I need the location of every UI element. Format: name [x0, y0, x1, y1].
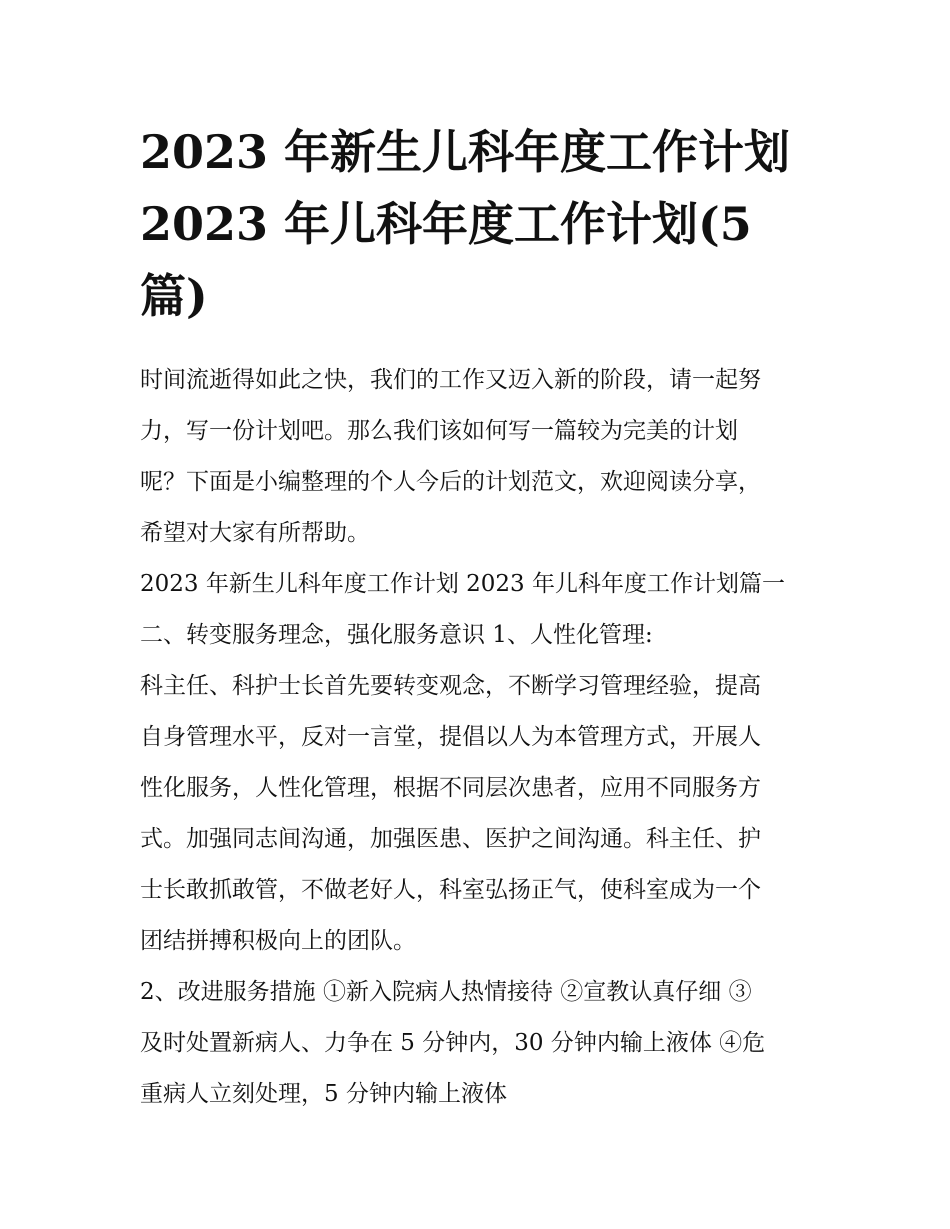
measure-line: 及时处置新病人、力争在 5 分钟内，30 分钟内输上液体 ④危 [140, 1030, 766, 1056]
title-line: 2023 年新生儿科年度工作计划 [140, 125, 791, 179]
document-body [140, 355, 830, 1120]
document-title [140, 116, 830, 332]
section-heading [140, 559, 830, 610]
intro-line: 希望对大家有所帮助。 [140, 520, 370, 546]
intro-line: 时间流逝得如此之快，我们的工作又迈入新的阶段，请一起努 [140, 367, 761, 393]
body-line: 性化服务，人性化管理，根据不同层次患者，应用不同服务方 [140, 775, 761, 801]
body-line: 士长敢抓敢管，不做老好人，科室弘扬正气，使科室成为一个 [140, 877, 761, 903]
measures-paragraph [140, 967, 830, 1120]
body-line: 式。加强同志间沟通，加强医患、医护之间沟通。科主任、护 [140, 826, 761, 852]
title-line: 篇) [140, 269, 208, 323]
subheading-text: 二、转变服务理念，强化服务意识 1、人性化管理: [140, 622, 653, 648]
intro-line: 力，写一份计划吧。那么我们该如何写一篇较为完美的计划 [140, 418, 738, 444]
measure-line: 重病人立刻处理，5 分钟内输上液体 [140, 1081, 507, 1107]
section-heading-text: 2023 年新生儿科年度工作计划 2023 年儿科年度工作计划篇一 [140, 571, 785, 597]
measure-line: 2、改进服务措施 ①新入院病人热情接待 ②宣教认真仔细 ③ [140, 979, 752, 1005]
intro-line: 呢？下面是小编整理的个人今后的计划范文，欢迎阅读分享， [140, 469, 761, 495]
title-line: 2023 年儿科年度工作计划(5 [140, 197, 752, 251]
body-line: 自身管理水平，反对一言堂，提倡以人为本管理方式，开展人 [140, 724, 761, 750]
body-line: 科主任、科护士长首先要转变观念，不断学习管理经验，提高 [140, 673, 761, 699]
body-paragraph [140, 661, 830, 967]
subheading [140, 610, 830, 661]
body-line: 团结拼搏积极向上的团队。 [140, 928, 416, 954]
intro-paragraph [140, 355, 830, 559]
